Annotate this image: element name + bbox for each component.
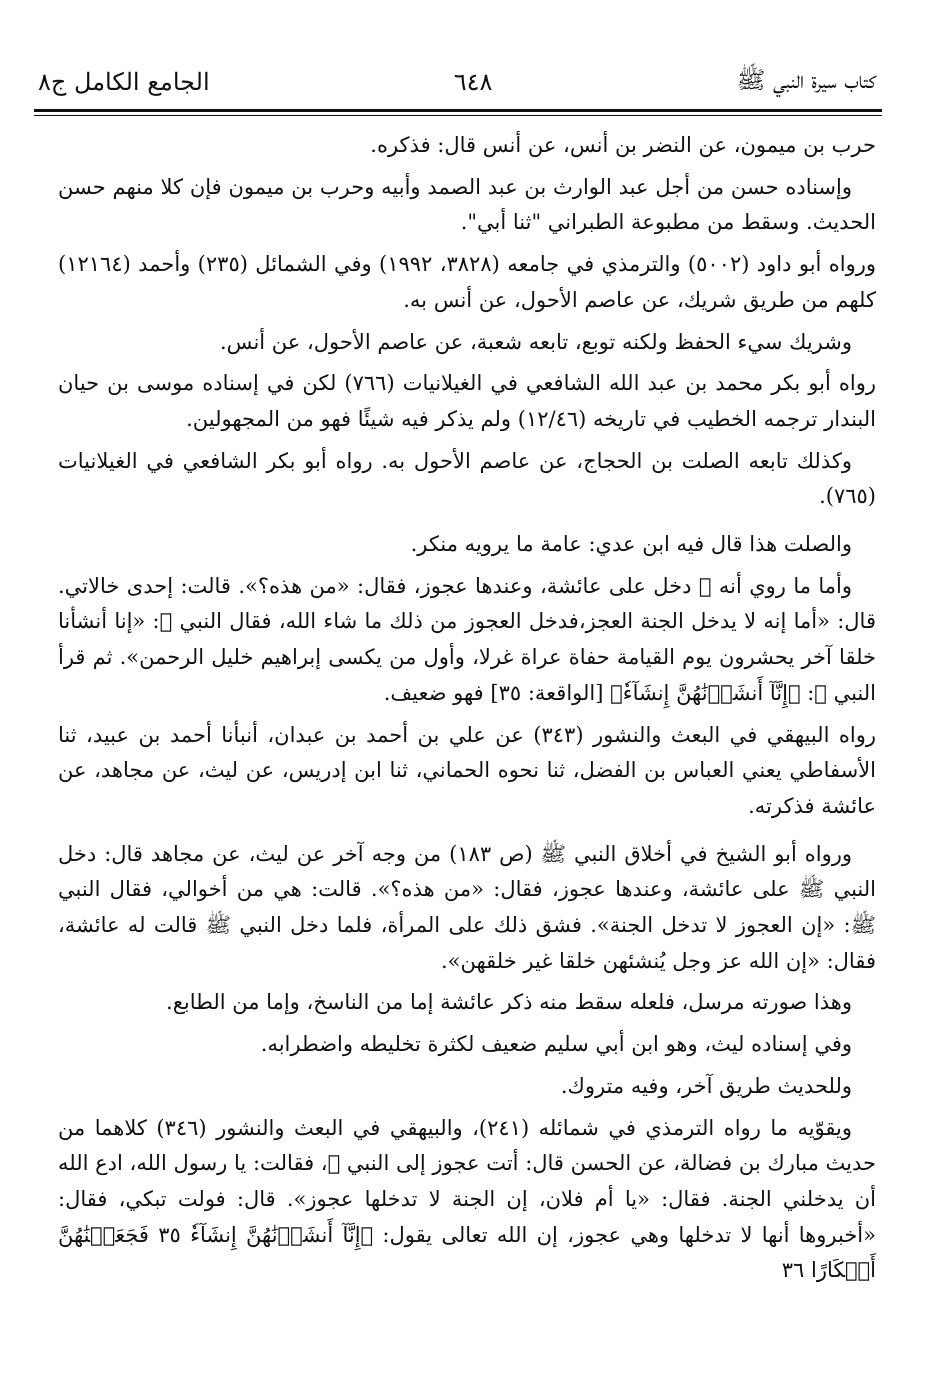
running-header xyxy=(38,62,876,102)
book-title: كتاب سيرة النبي ﷺ xyxy=(736,65,876,94)
paragraph: وفي إسناده ليث، وهو ابن أبي سليم ضعيف لكثرة تخليطه واضطرابه. xyxy=(260,1032,852,1057)
paragraph: حرب بن ميمون، عن النضر بن أنس، عن أنس قال: فذكره. xyxy=(370,133,876,157)
paragraph: رواه أبو بكر محمد بن عبد الله الشافعي في الغيلانيات (٧٦٦) لكن في إسناده موسى بن حيان البندار ترجمه الخطيب في تاريخه (١٢/٤٦) ولم يذكر فيه شيئًا فهو من المجهولين. xyxy=(58,371,876,431)
paragraph: وللحديث طريق آخر، وفيه متروك. xyxy=(560,1073,852,1098)
header-rule-thin xyxy=(34,115,882,116)
page-number: ٦٤٨ xyxy=(453,68,493,96)
paragraph: والصلت هذا قال فيه ابن عدي: عامة ما يرويه منكر. xyxy=(410,532,852,557)
paragraph: وأما ما روي أنه ﷺ دخل على عائشة، وعندها عجوز، فقال: «من هذه؟». قالت: إحدى خالاتي. قال: «أما إنه لا يدخل الجنة العجز،فدخل العجوز من ذلك ما شاء الله، فقال النبي ﷺ: «إنا أنشأنا خلقا آخر يحشرون يوم القيامة حفاة عراة غرلا، وأول من يكسى إبراهيم خليل الرحمن». ثم قرأ النبي ﷺ: ﴿إِنَّآ أَنشَأۡنَٰهُنَّ إِنشَآءٗ﴾ [الواقعة: ٣٥] فهو ضعيف. xyxy=(58,573,876,705)
body-text xyxy=(58,128,876,1295)
paragraph: وإسناده حسن من أجل عبد الوارث بن عبد الصمد وأبيه وحرب بن ميمون فإن كلا منهم حسن الحديث. وسقط من مطبوعة الطبراني "ثنا أبي". xyxy=(58,174,876,235)
paragraph: وهذا صورته مرسل، فلعله سقط منه ذكر عائشة إما من الناسخ، وإما من الطابع. xyxy=(166,990,852,1015)
paragraph: ويقوّيه ما رواه الترمذي في شمائله (٢٤١)، والبيهقي في البعث والنشور (٣٤٦) كلاهما من حديث مبارك بن فضالة، عن الحسن قال: أتت عجوز إلى النبي ﷺ، فقالت: يا رسول الله، ادع الله أن يدخلني الجنة. فقال: «يا أم فلان، إن الجنة لا تدخلها عجوز». قال: فولت تبكي، فقال: «أخبروها أنها لا تدخلها وهي عجوز، إن الله تعالى يقول: ﴿إِنَّآ أَنشَأۡنَٰهُنَّ إِنشَآءٗ ٣٥ فَجَعَلۡنَٰهُنَّ أَبۡكَارًا ٣٦ xyxy=(58,1115,876,1283)
paragraph: رواه البيهقي في البعث والنشور (٣٤٣) عن علي بن أحمد بن عبدان، أنبأنا أحمد بن عبيد، ثنا الأسفاطي يعني العباس بن الفضل، ثنا نحوه الحماني، ثنا ابن إدريس، عن ليث، عن مجاهد، عن عائشة فذكرته. xyxy=(58,722,876,818)
volume-label: الجامع الكامل ج٨ xyxy=(38,68,210,96)
header-rule-thick xyxy=(34,109,882,112)
paragraph: ورواه أبو الشيخ في أخلاق النبي ﷺ (ص ١٨٣) من وجه آخر عن ليث، عن مجاهد قال: دخل النبي ﷺ على عائشة، وعندها عجوز، فقال: «من هذه؟». قالت: هي من أخوالي، فقال النبي ﷺ: «إن العجوز لا تدخل الجنة». فشق ذلك على المرأة، فلما دخل النبي ﷺ قالت له عائشة، فقال: «إن الله عز وجل يُنشئهن خلقا غير خلقهن». xyxy=(58,841,876,973)
paragraph: وشريك سيء الحفظ ولكنه توبع، تابعه شعبة، عن عاصم الأحول، عن أنس. xyxy=(220,329,852,354)
paragraph: وكذلك تابعه الصلت بن الحجاج، عن عاصم الأحول به. رواه أبو بكر الشافعي في الغيلانيات (٧٦٥). xyxy=(58,448,876,509)
paragraph: ورواه أبو داود (٥٠٠٢) والترمذي في جامعه (٣٨٢٨، ١٩٩٢) وفي الشمائل (٢٣٥) وأحمد (١٢١٦٤) كلهم من طريق شريك، عن عاصم الأحول، عن أنس به. xyxy=(58,252,877,312)
